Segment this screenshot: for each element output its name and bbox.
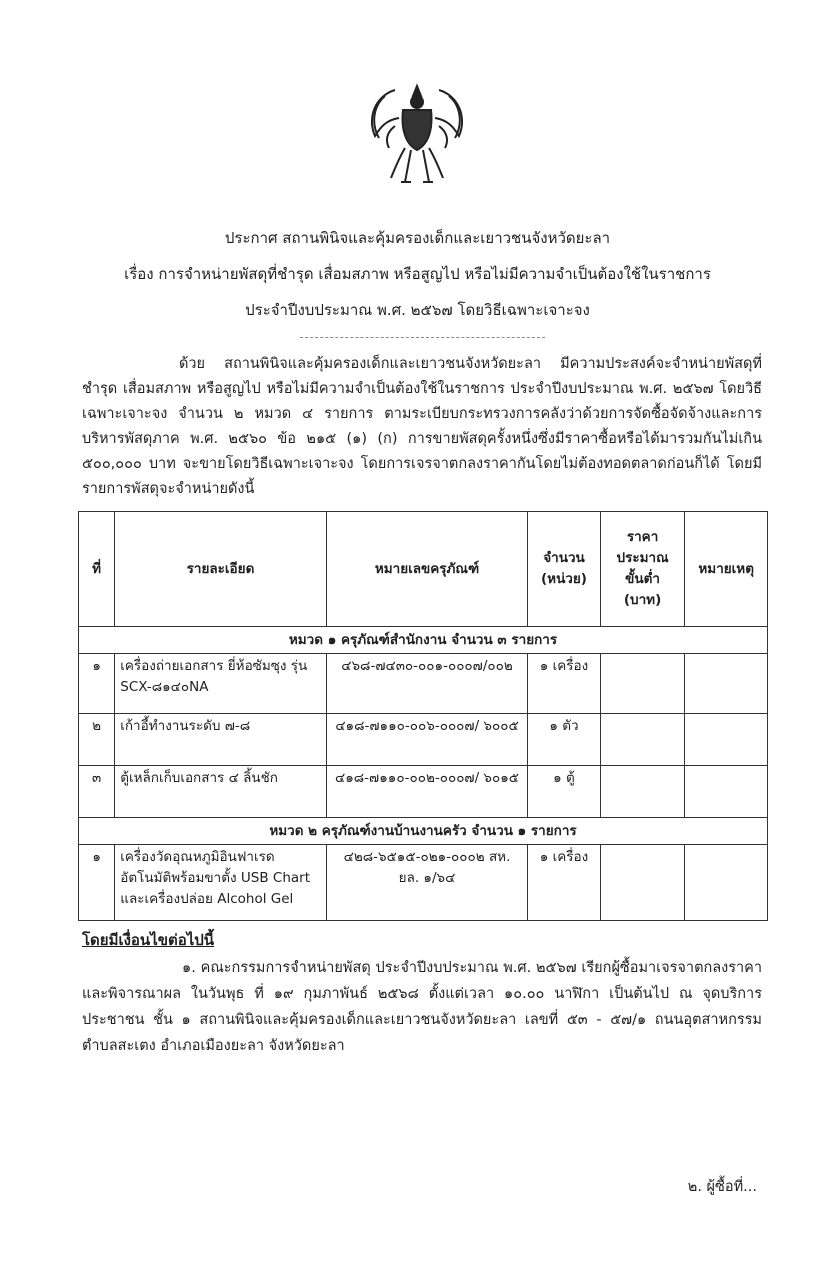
fiscal-year-line: ประจำปีงบประมาณ พ.ศ. ๒๕๖๗ โดยวิธีเฉพาะเจาะจง [245, 301, 590, 319]
dashed-divider [300, 337, 545, 338]
items-table [78, 511, 768, 921]
intro-text: ด้วย สถานพินิจและคุ้มครองเด็กและเยาวชนจังหวัดยะลา มีความประสงค์จะจำหน่ายพัสดุที่ชำรุด เสื่อมสภาพ หรือสูญไป หรือไม่มีความจำเป็นต้องใช้ในราชการ ประจำปีงบประมาณ พ.ศ. ๒๕๖๗ โดยวิธีเฉพาะเจาะจง จำนวน ๒ หมวด ๔ รายการ ตามระเบียบกระทรวงการคลังว่าด้วยการจัดซื้อจัดจ้างและการบริหารพัสดุภาค พ.ศ. ๒๕๖๐ ข้อ ๒๑๕ (๑) (ก) การขายพัสดุครั้งหนึ่งซึ่งมีราคาซื้อหรือได้มารวมกันไม่เกิน ๕๐๐,๐๐๐ บาท จะขายโดยวิธีเฉพาะเจาะจง โดยการเจรจาตกลงราคากันโดยไม่ต้องทอดตลาดก่อนก็ได้ โดยมีรายการพัสดุจะจำหน่ายดังนี้ [82, 356, 762, 497]
row-qty: ๑ เครื่อง [528, 845, 601, 921]
row-code: ๔๑๘-๗๑๑๐-๐๐๒-๐๐๐๗/ ๖๐๑๕ [326, 766, 527, 818]
table-row [79, 714, 768, 766]
header-price: ราคา ประมาณ ขั้นต่ำ (บาท) [600, 512, 685, 627]
table-row [79, 766, 768, 818]
header-code: หมายเลขครุภัณฑ์ [326, 512, 527, 627]
row-remark [685, 714, 768, 766]
row-no: ๑ [79, 654, 115, 714]
conditions-block [82, 955, 762, 1059]
group-row-2 [79, 818, 768, 845]
garuda-emblem-icon [355, 78, 480, 188]
row-detail: เก้าอี้ทำงานระดับ ๗-๘ [115, 714, 327, 766]
row-remark [685, 766, 768, 818]
row-code: ๔๖๘-๗๔๓๐-๐๐๑-๐๐๐๗/๐๐๒ [326, 654, 527, 714]
header-remark: หมายเหตุ [685, 512, 768, 627]
row-remark [685, 845, 768, 921]
row-code: ๔๒๘-๖๕๑๕-๐๒๑-๐๐๐๒ สห. ยล. ๑/๖๔ [326, 845, 527, 921]
table-row [79, 654, 768, 714]
header-detail: รายละเอียด [115, 512, 327, 627]
announcement-heading: ประกาศ สถานพินิจและคุ้มครองเด็กและเยาวชนจังหวัดยะลา [224, 229, 611, 247]
row-code: ๔๑๘-๗๑๑๐-๐๐๖-๐๐๐๗/ ๖๐๐๕ [326, 714, 527, 766]
group-2-label: หมวด ๒ ครุภัณฑ์งานบ้านงานครัว จำนวน ๑ รายการ [79, 818, 768, 845]
row-detail: เครื่องถ่ายเอกสาร ยี่ห้อซัมซุง รุ่น SCX-๘๑๔๐NA [115, 654, 327, 714]
row-price [600, 845, 685, 921]
table-row [79, 845, 768, 921]
row-qty: ๑ ตัว [528, 714, 601, 766]
row-no: ๓ [79, 766, 115, 818]
header-no: ที่ [79, 512, 115, 627]
row-no: ๑ [79, 845, 115, 921]
row-qty: ๑ ตู้ [528, 766, 601, 818]
row-detail: เครื่องวัดอุณหภูมิอินฟาเรด อัตโนมัติพร้อมขาตั้ง USB Chart และเครื่องปล่อย Alcohol Gel [115, 845, 327, 921]
row-remark [685, 654, 768, 714]
condition-item-1: ๑. คณะกรรมการจำหน่ายพัสดุ ประจำปีงบประมาณ พ.ศ. ๒๕๖๗ เรียกผู้ซื้อมาเจรจาตกลงราคาและพิจารณาผล ในวันพุธ ที่ ๑๙ กุมภาพันธ์ ๒๕๖๘ ตั้งแต่เวลา ๑๐.๐๐ นาฬิกา เป็นต้นไป ณ จุดบริการประชาชน ชั้น ๑ สถานพินิจและคุ้มครองเด็กและเยาวชนจังหวัดยะลา เลขที่ ๕๓ - ๕๗/๑ ถนนอุตสาหกรรม ตำบลสะเตง อำเภอเมืองยะลา จังหวัดยะลา [82, 960, 762, 1054]
row-qty: ๑ เครื่อง [528, 654, 601, 714]
row-no: ๒ [79, 714, 115, 766]
continuation-note: ๒. ผู้ซื้อที่... [687, 1179, 757, 1195]
group-row-1 [79, 627, 768, 654]
group-1-label: หมวด ๑ ครุภัณฑ์สำนักงาน จำนวน ๓ รายการ [79, 627, 768, 654]
conditions-title: โดยมีเงื่อนไขต่อไปนี้ [82, 931, 215, 949]
row-detail: ตู้เหล็กเก็บเอกสาร ๔ ลิ้นชัก [115, 766, 327, 818]
row-price [600, 654, 685, 714]
subject-line: เรื่อง การจำหน่ายพัสดุที่ชำรุด เสื่อมสภาพ หรือสูญไป หรือไม่มีความจำเป็นต้องใช้ในราชการ [124, 265, 711, 283]
intro-paragraph [82, 352, 762, 502]
table-header-row [79, 512, 768, 627]
header-qty: จำนวน (หน่วย) [528, 512, 601, 627]
row-price [600, 714, 685, 766]
row-price [600, 766, 685, 818]
